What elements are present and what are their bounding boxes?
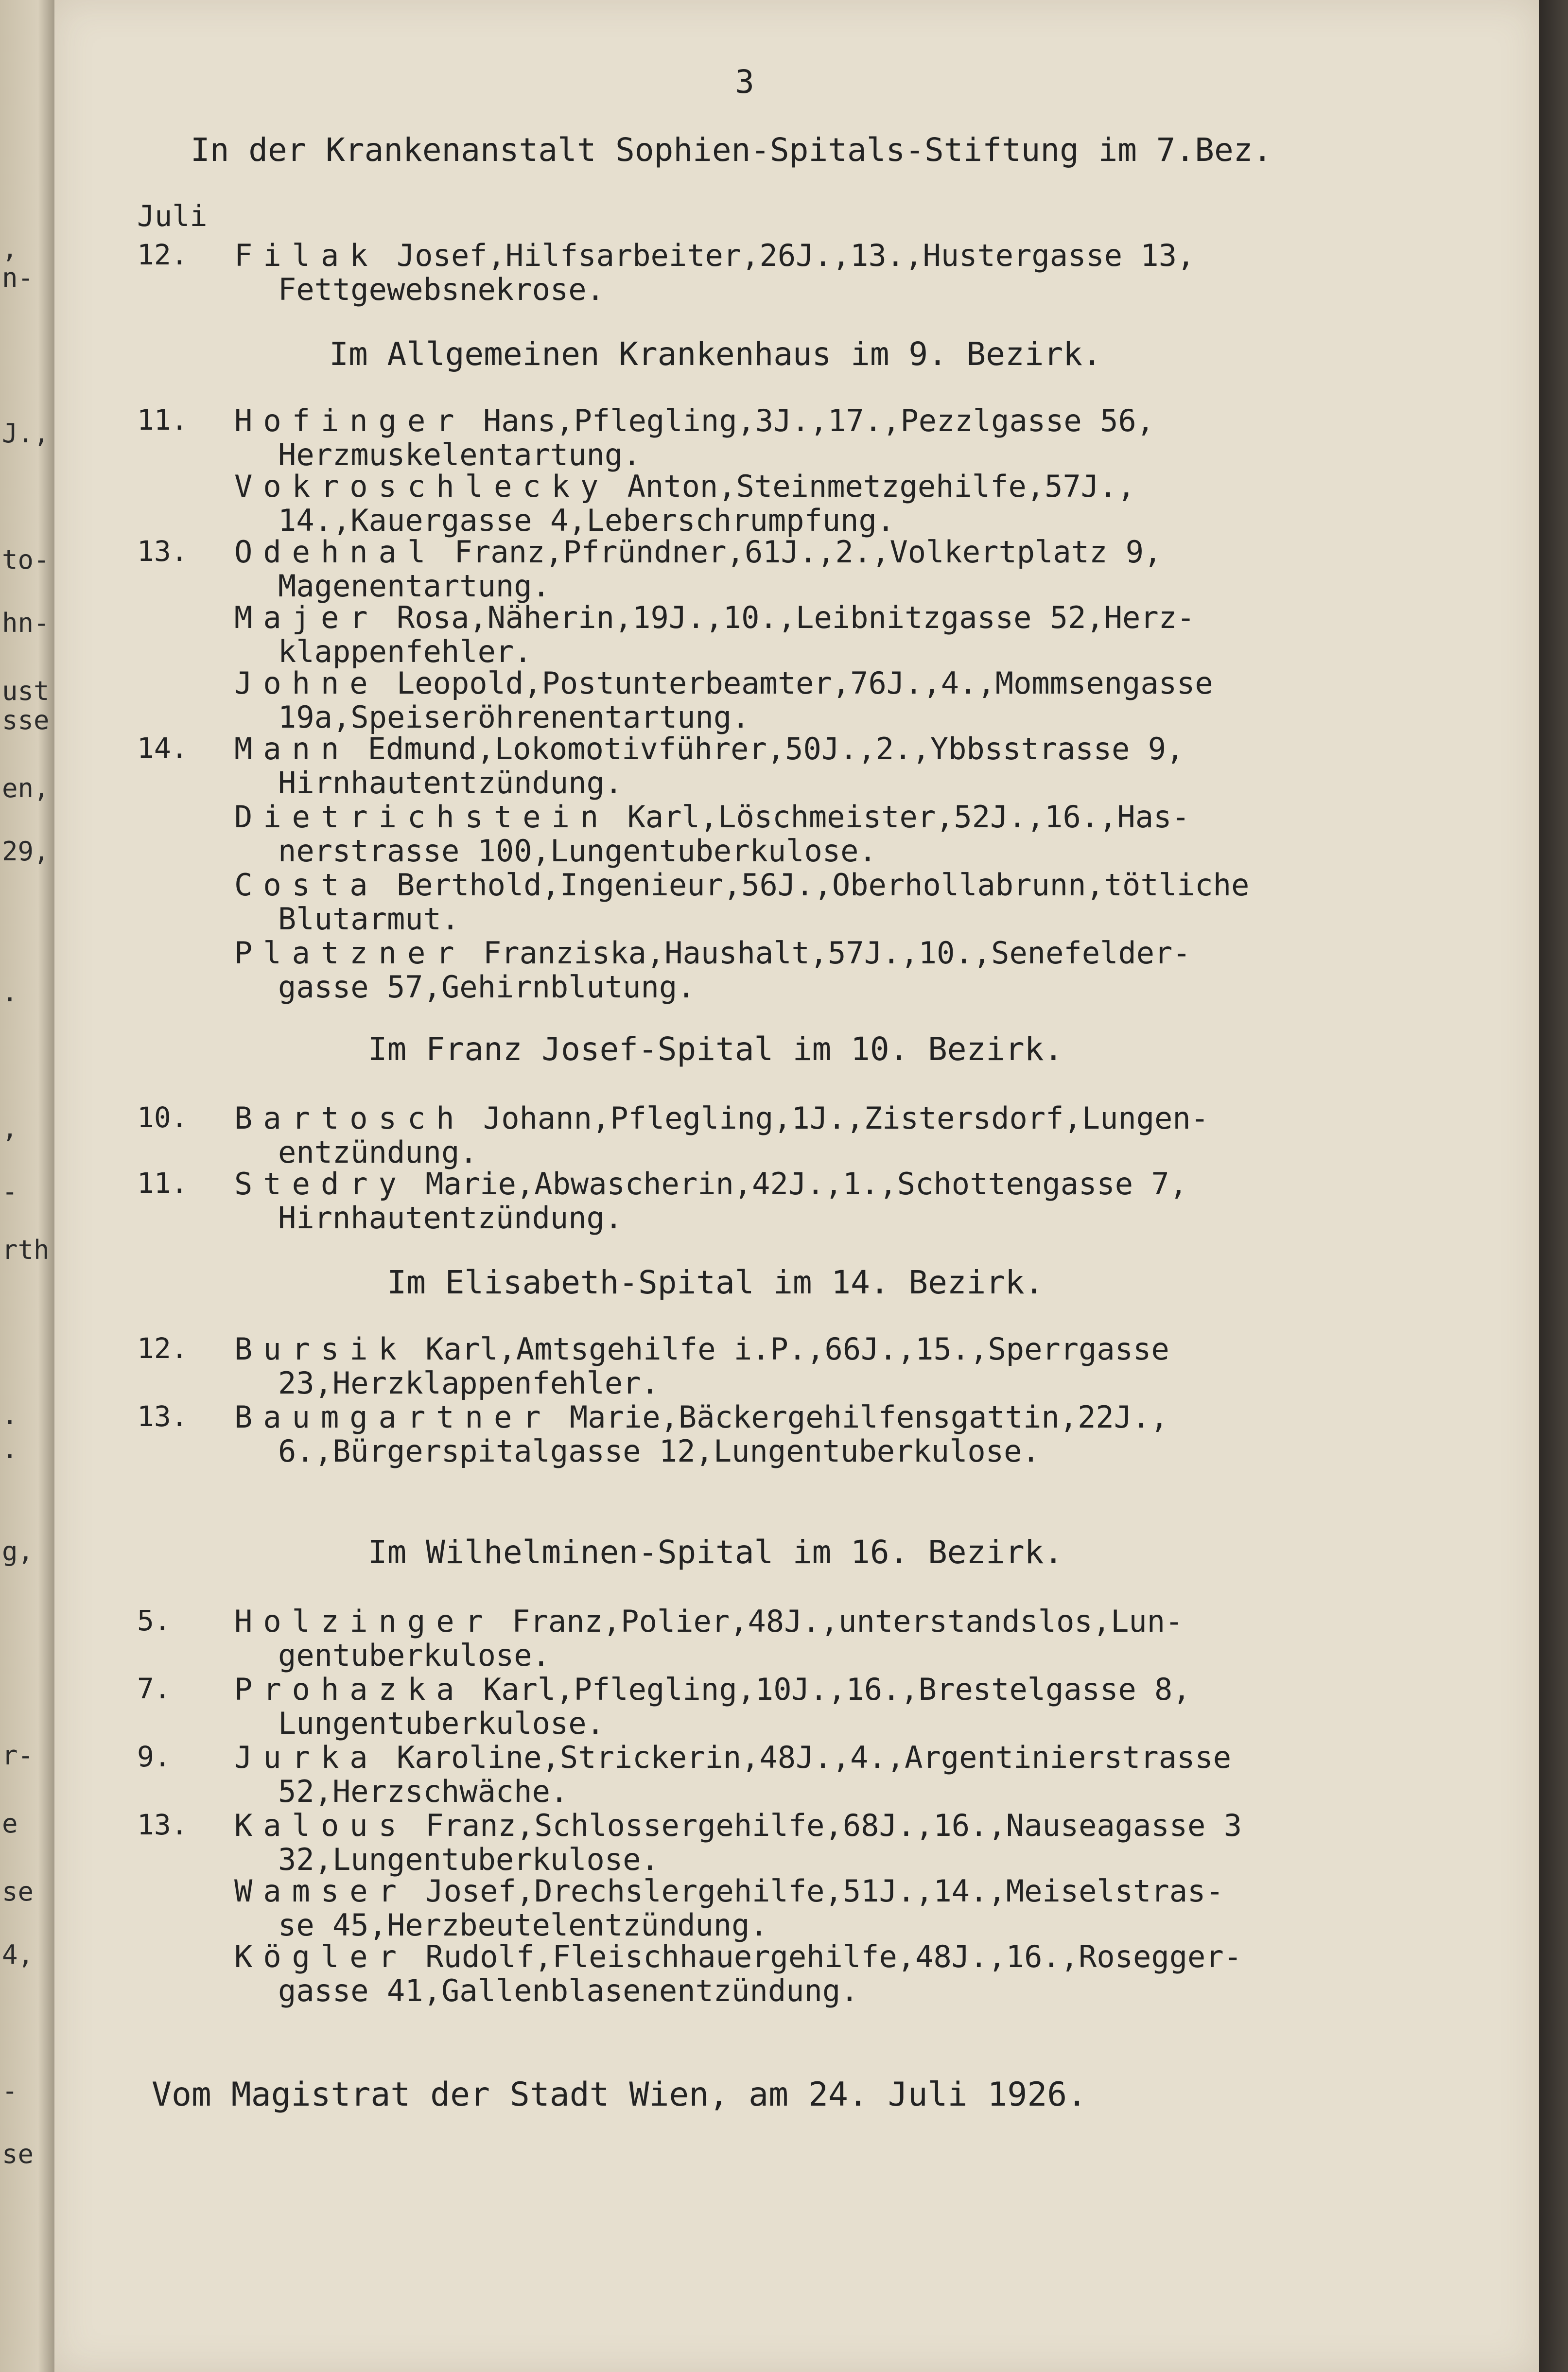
entry-day: 11. [137, 403, 188, 436]
adjacent-fragment: se [2, 2139, 34, 2169]
entry-line-2: entzündung. [278, 1134, 478, 1170]
entry-surname: Dietrichstein [234, 799, 610, 835]
entry-line-2: gasse 41,Gallenblasenentzündung. [278, 1973, 859, 2008]
main-heading: In der Krankenanstalt Sophien-Spitals-Stiftung im 7.Bez. [191, 131, 1272, 169]
adjacent-fragment: . [2, 1434, 18, 1465]
entry-day: 13. [137, 535, 188, 568]
entry-line-2: Fettgewebsnekrose. [278, 272, 605, 307]
entry-line-1 [234, 1604, 1183, 1639]
entry-day: 11. [137, 1167, 188, 1200]
adjacent-fragment: rth [2, 1235, 50, 1265]
adjacent-page-sliver [0, 0, 54, 2372]
entry-line-1 [234, 600, 1195, 635]
entry-line-1 [234, 1101, 1209, 1136]
adjacent-fragment: , [2, 233, 18, 264]
entry-details: Rosa,Näherin,19J.,10.,Leibnitzgasse 52,Herz- [396, 600, 1195, 635]
entry-details: Karoline,Strickerin,48J.,4.,Argentinierstrasse [396, 1740, 1232, 1775]
footer-signature-line: Vom Magistrat der Stadt Wien, am 24. Juli 1926. [152, 2076, 1087, 2114]
entry-day: 10. [137, 1101, 188, 1134]
entry-details: Franziska,Haushalt,57J.,10.,Senefelder- [483, 935, 1191, 971]
adjacent-fragment: ust [2, 676, 50, 706]
section-heading: Im Elisabeth-Spital im 14. Bezirk. [387, 1264, 1044, 1301]
entry-surname: Odehnal [234, 534, 436, 570]
entry-details: Edmund,Lokomotivführer,50J.,2.,Ybbsstrasse 9, [367, 731, 1185, 767]
entry-line-1 [234, 535, 1162, 570]
entry-line-2: 52,Herzschwäche. [278, 1774, 569, 1809]
entry-surname: Majer [234, 600, 379, 635]
entry-surname: Holzinger [234, 1604, 494, 1639]
page-content [93, 0, 1493, 2372]
entry-day: 12. [137, 238, 188, 271]
entry-details: Franz,Pfründner,61J.,2.,Volkertplatz 9, [454, 534, 1162, 570]
entry-details: Berthold,Ingenieur,56J.,Oberhollabrunn,tötliche [396, 867, 1250, 903]
entry-line-2: Lungentuberkulose. [278, 1706, 605, 1741]
document-page [54, 0, 1539, 2372]
adjacent-fragment: - [2, 1176, 18, 1207]
adjacent-fragment: . [2, 1400, 18, 1430]
entry-surname: Vokroschlecky [234, 469, 610, 504]
entry-line-1 [234, 469, 1135, 504]
entry-line-1 [234, 238, 1195, 273]
entry-surname: Hofinger [234, 403, 465, 438]
entry-line-1 [234, 800, 1190, 835]
entry-day: 13. [137, 1400, 188, 1433]
adjacent-fragment: g, [2, 1536, 34, 1567]
entry-surname: Filak [234, 238, 379, 273]
entry-line-2: 23,Herzklappenfehler. [278, 1365, 659, 1401]
entry-details: Franz,Schlossergehilfe,68J.,16.,Nauseagasse 3 [425, 1808, 1242, 1843]
entry-line-2: Blutarmut. [278, 901, 460, 937]
entry-line-2: se 45,Herzbeutelentzündung. [278, 1907, 768, 1943]
entry-line-2: 14.,Kauergasse 4,Leberschrumpfung. [278, 503, 895, 538]
adjacent-fragment: 29, [2, 836, 50, 867]
entry-surname: Jurka [234, 1740, 379, 1775]
adjacent-fragment: - [2, 2076, 18, 2106]
entry-details: Karl,Pflegling,10J.,16.,Brestelgasse 8, [483, 1672, 1191, 1707]
entry-line-2: gentuberkulose. [278, 1638, 550, 1673]
entry-surname: Platzner [234, 935, 465, 971]
entry-day: 14. [137, 732, 188, 765]
entry-line-2: Hirnhautentzündung. [278, 765, 623, 801]
entry-surname: Costa [234, 867, 379, 903]
entry-line-1 [234, 403, 1154, 438]
entry-line-1 [234, 1400, 1168, 1435]
adjacent-fragment: se [2, 1876, 34, 1907]
entry-details: Josef,Drechslergehilfe,51J.,14.,Meiselstras- [425, 1873, 1224, 1909]
entry-line-1 [234, 1808, 1242, 1843]
entry-line-1 [234, 1740, 1231, 1775]
entry-line-1 [234, 868, 1249, 903]
adjacent-fragment: n- [2, 262, 34, 293]
entry-line-2: Magenentartung. [278, 568, 550, 604]
entry-line-1 [234, 1939, 1242, 1974]
entry-details: Franz,Polier,48J.,unterstandslos,Lun- [512, 1604, 1184, 1639]
entry-details: Johann,Pflegling,1J.,Zistersdorf,Lungen- [483, 1100, 1209, 1136]
entry-surname: Stedry [234, 1166, 407, 1202]
entry-line-2: klappenfehler. [278, 634, 532, 669]
entry-details: Karl,Löschmeister,52J.,16.,Has- [627, 799, 1190, 835]
entry-line-2: Hirnhautentzündung. [278, 1200, 623, 1236]
entry-surname: Baumgartner [234, 1399, 552, 1435]
adjacent-fragment: 4, [2, 1939, 34, 1970]
entry-surname: Bursik [234, 1331, 407, 1367]
entry-line-1 [234, 1874, 1224, 1909]
entry-surname: Wamser [234, 1873, 407, 1909]
entry-line-2: nerstrasse 100,Lungentuberkulose. [278, 833, 877, 869]
adjacent-fragment: , [2, 1113, 18, 1144]
adjacent-fragment: sse [2, 705, 50, 735]
entry-line-2: gasse 57,Gehirnblutung. [278, 969, 696, 1005]
adjacent-fragment: hn- [2, 608, 50, 638]
entry-surname: Bartosch [234, 1100, 465, 1136]
adjacent-fragment: en, [2, 773, 50, 803]
entry-details: Hans,Pflegling,3J.,17.,Pezzlgasse 56, [483, 403, 1155, 438]
entry-surname: Kögler [234, 1939, 407, 1974]
adjacent-fragment: . [2, 977, 18, 1008]
entry-line-1 [234, 666, 1213, 701]
entry-surname: Mann [234, 731, 350, 767]
entry-line-2: 6.,Bürgerspitalgasse 12,Lungentuberkulose. [278, 1433, 1040, 1469]
section-heading: Im Allgemeinen Krankenhaus im 9. Bezirk. [329, 335, 1102, 373]
entry-day: 12. [137, 1332, 188, 1365]
entry-details: Marie,Bäckergehilfensgattin,22J., [569, 1399, 1168, 1435]
entry-surname: Prohazka [234, 1672, 465, 1707]
entry-details: Karl,Amtsgehilfe i.P.,66J.,15.,Sperrgasse [425, 1331, 1169, 1367]
entry-day: 9. [137, 1740, 171, 1773]
adjacent-fragment: e [2, 1808, 18, 1839]
right-scan-edge [1539, 0, 1568, 2372]
month-label: Juli [137, 199, 208, 233]
entry-line-1 [234, 1332, 1169, 1367]
entry-day: 5. [137, 1604, 171, 1637]
entry-line-1 [234, 936, 1191, 971]
entry-details: Rudolf,Fleischhauergehilfe,48J.,16.,Rosegger- [425, 1939, 1242, 1974]
adjacent-fragment: r- [2, 1740, 34, 1771]
adjacent-fragment: J., [2, 418, 50, 449]
section-heading: Im Franz Josef-Spital im 10. Bezirk. [367, 1030, 1063, 1068]
entry-surname: Kalous [234, 1808, 407, 1843]
entry-surname: Johne [234, 665, 379, 701]
entry-line-2: Herzmuskelentartung. [278, 437, 641, 472]
section-heading: Im Wilhelminen-Spital im 16. Bezirk. [367, 1534, 1063, 1571]
entry-details: Anton,Steinmetzgehilfe,57J., [627, 469, 1135, 504]
entry-details: Marie,Abwascherin,42J.,1.,Schottengasse 7, [425, 1166, 1188, 1202]
page-number: 3 [735, 63, 754, 101]
entry-details: Josef,Hilfsarbeiter,26J.,13.,Hustergasse 13, [396, 238, 1195, 273]
entry-day: 7. [137, 1672, 171, 1705]
entry-line-1 [234, 732, 1184, 767]
entry-line-1 [234, 1672, 1191, 1707]
entry-line-2: 19a,Speiseröhrenentartung. [278, 699, 750, 735]
adjacent-fragment: to- [2, 544, 50, 575]
entry-day: 13. [137, 1808, 188, 1841]
entry-line-1 [234, 1167, 1187, 1202]
entry-details: Leopold,Postunterbeamter,76J.,4.,Mommsengasse [396, 665, 1213, 701]
entry-line-2: 32,Lungentuberkulose. [278, 1842, 659, 1877]
